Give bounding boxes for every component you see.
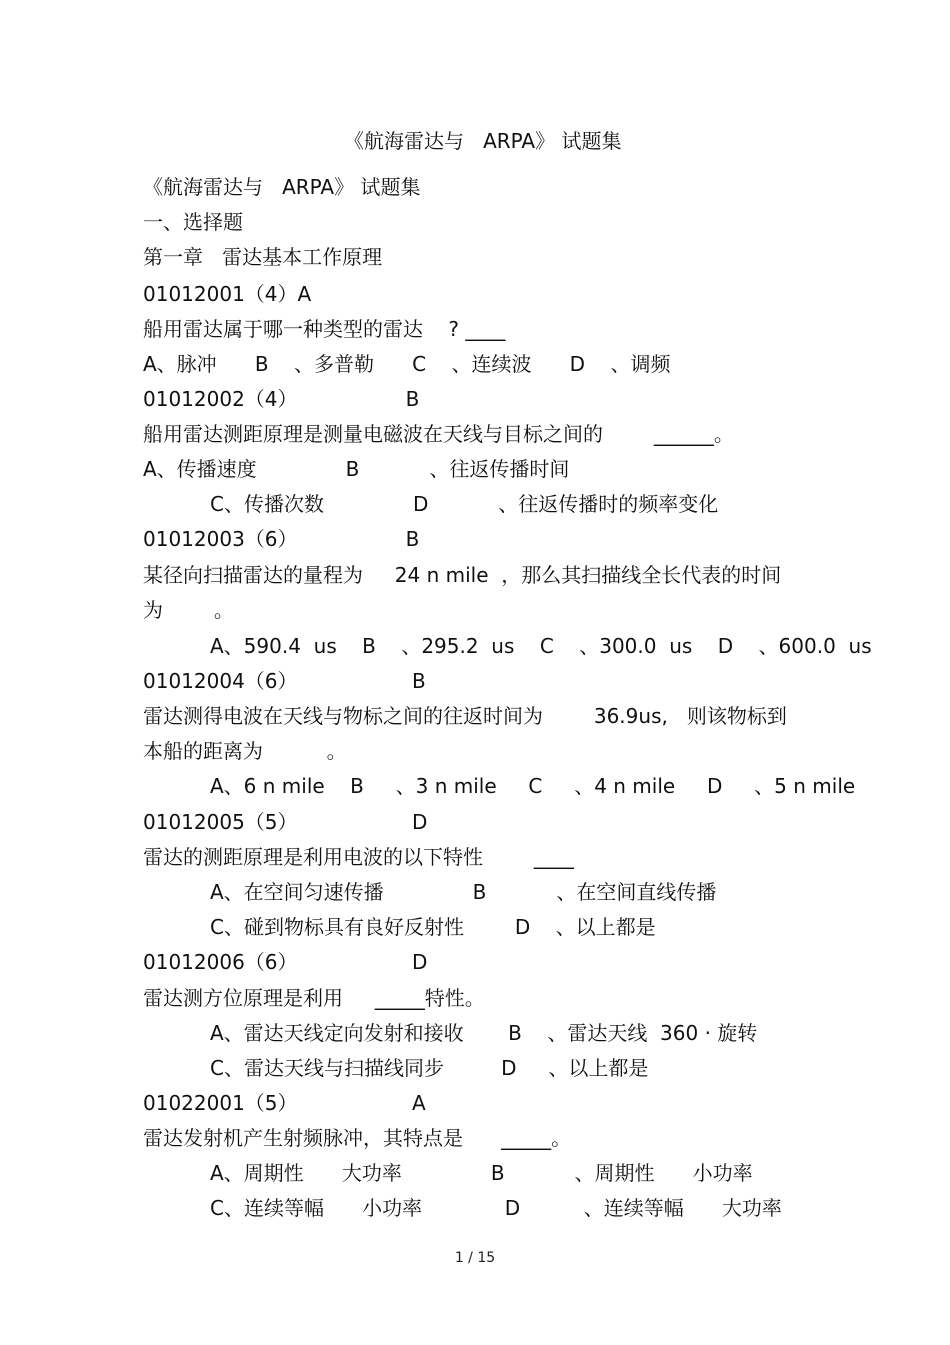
question-text: 船用雷达测距原理是测量电磁波在天线与目标之间的 ______。 (143, 422, 734, 446)
question-text: 雷达发射机产生射频脉冲，其特点是 _____。 (143, 1126, 572, 1150)
question-text: 某径向扫描雷达的量程为 24 n mile ，那么其扫描线全长代表的时间 (143, 563, 782, 587)
question-options: A、雷达天线定向发射和接收 B 、雷达天线 360 · 旋转 (210, 1021, 758, 1045)
question-options: C、传播次数 D 、往返传播时的频率变化 (210, 492, 719, 516)
question-options: A、590.4 us B 、295.2 us C 、300.0 us D 、600.0 us (210, 634, 872, 658)
question-text: 雷达的测距原理是利用电波的以下特性 ____ (143, 845, 574, 869)
question-text: 雷达测得电波在天线与物标之间的往返时间为 36.9us, 则该物标到 (143, 704, 787, 728)
question-text: 为 。 (143, 598, 234, 622)
chapter-heading: 第一章 雷达基本工作原理 (143, 245, 383, 269)
question-options: A、传播速度 B 、往返传播时间 (143, 457, 570, 481)
page-number: 1 / 15 (454, 1250, 496, 1266)
question-text: 船用雷达属于哪一种类型的雷达 ? ____ (143, 317, 506, 341)
question-options: C、碰到物标具有良好反射性 D 、以上都是 (210, 915, 656, 939)
question-id: 01012003（6） B (143, 527, 420, 551)
question-options: A、周期性 大功率 B 、周期性 小功率 (210, 1161, 753, 1185)
question-id: 01022001（5） A (143, 1091, 426, 1115)
document-subtitle: 《航海雷达与 ARPA》 试题集 (143, 175, 421, 199)
question-options: C、雷达天线与扫描线同步 D 、以上都是 (210, 1056, 649, 1080)
document-title: 《航海雷达与 ARPA》 试题集 (344, 129, 622, 153)
question-options: A、在空间匀速传播 B 、在空间直线传播 (210, 880, 717, 904)
question-id: 01012004（6） B (143, 669, 426, 693)
question-id: 01012001（4）A (143, 282, 312, 306)
question-options: A、6 n mile B 、3 n mile C 、4 n mile D 、5 n mile (210, 774, 856, 798)
question-text: 本船的距离为 。 (143, 739, 347, 763)
question-id: 01012005（5） D (143, 810, 428, 834)
question-options: C、连续等幅 小功率 D 、连续等幅 大功率 (210, 1196, 782, 1220)
question-text: 雷达测方位原理是利用 _____特性。 (143, 986, 485, 1010)
question-id: 01012006（6） D (143, 950, 428, 974)
question-id: 01012002（4） B (143, 387, 420, 411)
question-options: A、脉冲 B 、多普勒 C 、连续波 D 、调频 (143, 352, 671, 376)
section-heading: 一、选择题 (143, 210, 243, 234)
